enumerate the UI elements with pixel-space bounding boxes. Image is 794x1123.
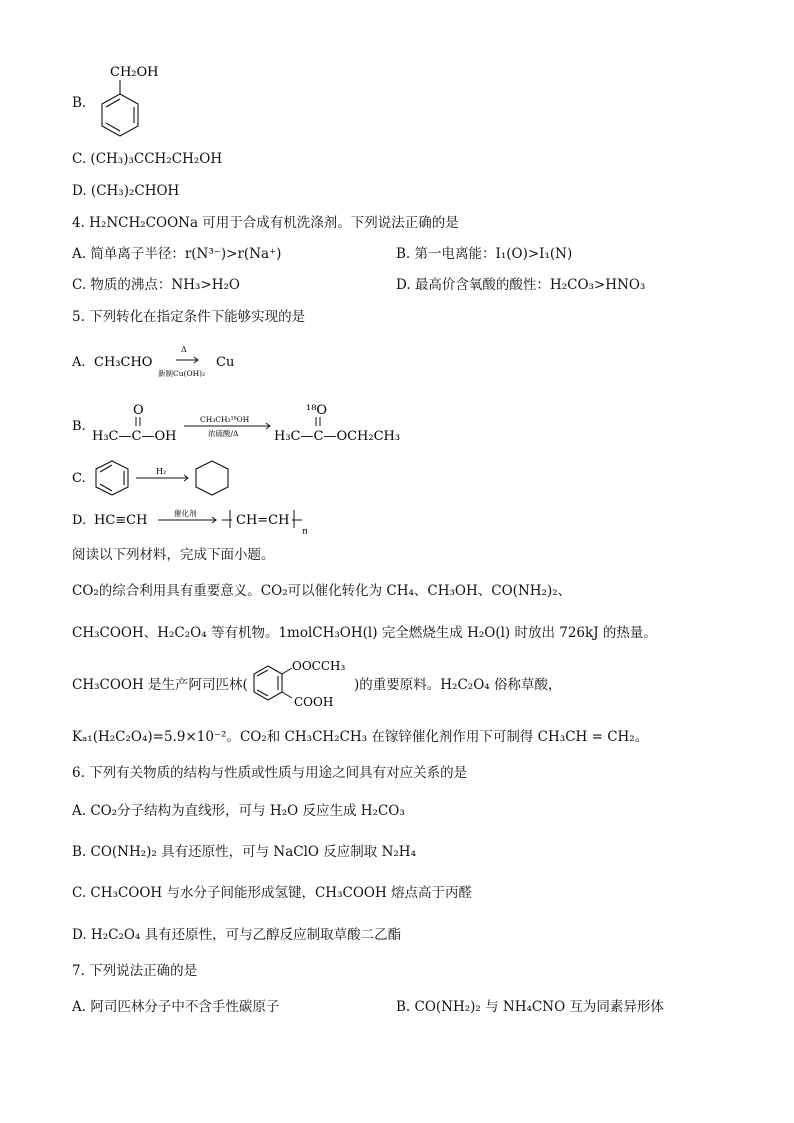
material-paragraph-1: CO₂的综合利用具有重要意义。CO₂可以催化转化为 CH₄、CH₃OH、CO(NH₂)₂、 xyxy=(72,583,572,599)
q5-d-subscript-n: n xyxy=(302,527,308,537)
q6-option-c: C. CH₃COOH 与水分子间能形成氢键，CH₃COOH 熔点高于丙醛 xyxy=(72,885,473,901)
q5-a-label: A. xyxy=(72,355,86,370)
q4-option-b: B. 第一电离能：I₁(O)>I₁(N) xyxy=(396,246,573,262)
q5-b-product: H₃C—C—OCH₂CH₃ xyxy=(274,429,401,444)
q5-option-d-reaction xyxy=(70,504,350,540)
material-paragraph-4: Kₐ₁(H₂C₂O₄)=5.9×10⁻²。CO₂和 CH₃CH₂CH₃ 在镓锌催化剂作用下可制得 CH₃CH = CH₂。 xyxy=(72,729,649,745)
q7-option-a: A. 阿司匹林分子中不含手性碳原子 xyxy=(72,999,280,1015)
q5-b-label: B. xyxy=(72,419,86,434)
cyclohexane-ring-icon xyxy=(196,461,228,495)
q3-option-c: C. (CH₃)₃CCH₂CH₂OH xyxy=(72,151,223,167)
material-paragraph-2: CH₃COOH、H₂C₂O₄ 等有机物。1molCH₃OH(l) 完全燃烧生成 H₂O(l) 时放出 726kJ 的热量。 xyxy=(72,625,657,641)
q5-d-condition: 催化剂 xyxy=(174,509,197,518)
q5-d-product: CH=CH xyxy=(236,513,290,528)
q4-option-d: D. 最高价含氧酸的酸性：H₂CO₃>HNO₃ xyxy=(396,277,646,293)
q6-option-d: D. H₂C₂O₄ 具有还原性，可与乙醇反应制取草酸二乙酯 xyxy=(72,927,402,943)
q5-d-label: D. xyxy=(72,513,87,528)
q3-option-b-label: B. xyxy=(72,95,87,111)
q5-b-condition-top: CH₃CH₂¹⁸OH xyxy=(200,415,250,424)
q5-b-reactant: H₃C—C—OH xyxy=(92,429,177,444)
q5-c-condition: H₂ xyxy=(156,467,167,476)
material-paragraph-3-left: CH₃COOH 是生产阿司匹林( xyxy=(72,677,248,693)
q6-stem: 6. 下列有关物质的结构与性质或性质与用途之间具有对应关系的是 xyxy=(72,765,468,781)
benzyl-ch2oh-label: CH₂OH xyxy=(110,65,159,80)
aspirin-ester-group: OOCCH₃ xyxy=(292,659,346,673)
q6-option-b: B. CO(NH₂)₂ 具有还原性，可与 NaClO 反应制取 N₂H₄ xyxy=(72,844,416,860)
benzene-ring-icon xyxy=(96,461,128,495)
q5-d-reactant: HC≡CH xyxy=(94,513,148,528)
aspirin-structure xyxy=(252,654,356,714)
q5-b-condition-bottom: 浓硫酸/Δ xyxy=(208,429,239,438)
q5-a-product: Cu xyxy=(216,355,235,370)
q5-a-condition-bottom: 新制Cu(OH)₂ xyxy=(158,369,206,378)
q7-stem: 7. 下列说法正确的是 xyxy=(72,963,198,979)
q5-a-condition-top: Δ xyxy=(181,345,187,354)
benzyl-alcohol-structure xyxy=(88,60,178,146)
q5-b-product-oxygen: ¹⁸O xyxy=(306,403,328,418)
q3-option-d: D. (CH₃)₂CHOH xyxy=(72,183,180,199)
q4-stem: 4. H₂NCH₂COONa 可用于合成有机洗涤剂。下列说法正确的是 xyxy=(72,215,459,231)
q5-stem: 5. 下列转化在指定条件下能够实现的是 xyxy=(72,309,306,325)
q5-b-reactant-oxygen: O xyxy=(133,403,144,418)
material-intro: 阅读以下列材料，完成下面小题。 xyxy=(72,547,275,563)
material-paragraph-3-right: )的重要原料。H₂C₂O₄ 俗称草酸， xyxy=(354,677,562,693)
q7-option-b: B. CO(NH₂)₂ 与 NH₄CNO 互为同素异形体 xyxy=(396,999,664,1015)
q5-c-label: C. xyxy=(72,471,86,486)
q5-option-c-reaction xyxy=(70,458,270,498)
q6-option-a: A. CO₂分子结构为直线形，可与 H₂O 反应生成 H₂CO₃ xyxy=(72,803,405,819)
aspirin-carboxyl-group: COOH xyxy=(294,695,334,709)
q4-option-c: C. 物质的沸点：NH₃>H₂O xyxy=(72,277,240,293)
q4-option-a: A. 简单离子半径：r(N³⁻)>r(Na⁺) xyxy=(72,246,282,262)
q5-option-b-reaction xyxy=(70,398,410,452)
q5-a-reactant: CH₃CHO xyxy=(94,355,153,370)
q5-option-a-reaction xyxy=(70,338,270,380)
